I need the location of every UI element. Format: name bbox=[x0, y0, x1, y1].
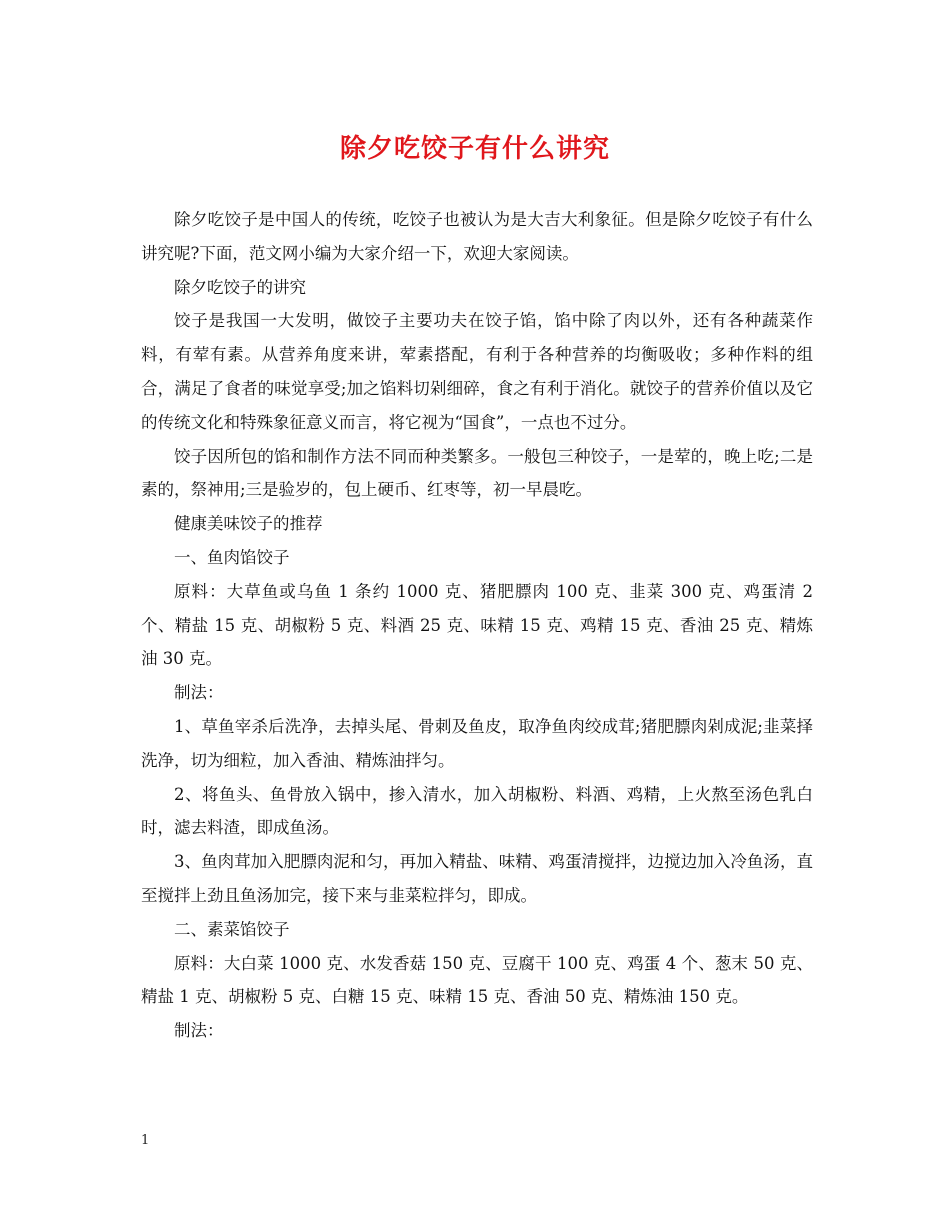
method-step: 3、鱼肉茸加入肥膘肉泥和匀，再加入精盐、味精、鸡蛋清搅拌，边搅边加入冷鱼汤，直至搅拌上劲且鱼汤加完，接下来与韭菜粒拌匀，即成。 bbox=[141, 852, 813, 905]
document-body bbox=[141, 203, 813, 1048]
method-label: 制法： bbox=[174, 683, 224, 703]
page-number: 1 bbox=[141, 1133, 150, 1148]
method-label: 制法： bbox=[174, 1021, 224, 1041]
recipe-heading-fish: 一、鱼肉馅饺子 bbox=[174, 547, 290, 567]
document-title: 除夕吃饺子有什么讲究 bbox=[339, 134, 610, 164]
body-paragraph: 饺子因所包的馅和制作方法不同而种类繁多。一般包三种饺子，一是荤的，晚上吃;二是素的，祭神用;三是验岁的，包上硬币、红枣等，初一早晨吃。 bbox=[141, 446, 813, 500]
recipe-heading-vegetable: 二、素菜馅饺子 bbox=[174, 919, 290, 939]
section-heading-recommendations: 健康美味饺子的推荐 bbox=[174, 514, 323, 534]
ingredients-paragraph: 原料：大白菜 1000 克、水发香菇 150 克、豆腐干 100 克、鸡蛋 4 个、葱末 50 克、精盐 1 克、胡椒粉 5 克、白糖 15 克、味精 15 克、香油 50 克、精炼油 150 克。 bbox=[141, 953, 813, 1007]
body-paragraph: 饺子是我国一大发明，做饺子主要功夫在饺子馅，馅中除了肉以外，还有各种蔬菜作料，有荤有素。从营养角度来讲，荤素搭配，有利于各种营养的均衡吸收；多种作料的组合，满足了食者的味觉享受;加之馅料切剁细碎，食之有利于消化。就饺子的营养价值以及它的传统文化和特殊象征意义而言，将它视为“国食”，一点也不过分。 bbox=[141, 311, 813, 432]
section-heading-customs: 除夕吃饺子的讲究 bbox=[174, 277, 306, 297]
method-step: 2、将鱼头、鱼骨放入锅中，掺入清水，加入胡椒粉、料酒、鸡精，上火熬至汤色乳白时，滤去料渣，即成鱼汤。 bbox=[141, 784, 813, 838]
intro-paragraph: 除夕吃饺子是中国人的传统，吃饺子也被认为是大吉大利象征。但是除夕吃饺子有什么讲究呢?下面，范文网小编为大家介绍一下，欢迎大家阅读。 bbox=[141, 210, 813, 263]
method-step: 1、草鱼宰杀后洗净，去掉头尾、骨刺及鱼皮，取净鱼肉绞成茸;猪肥膘肉剁成泥;韭菜择洗净，切为细粒，加入香油、精炼油拌匀。 bbox=[141, 716, 813, 770]
ingredients-paragraph: 原料：大草鱼或乌鱼 1 条约 1000 克、猪肥膘肉 100 克、韭菜 300 克、鸡蛋清 2 个、精盐 15 克、胡椒粉 5 克、料酒 25 克、味精 15 克、鸡精 15 克、香油 25 克、精炼油 30 克。 bbox=[141, 581, 813, 669]
